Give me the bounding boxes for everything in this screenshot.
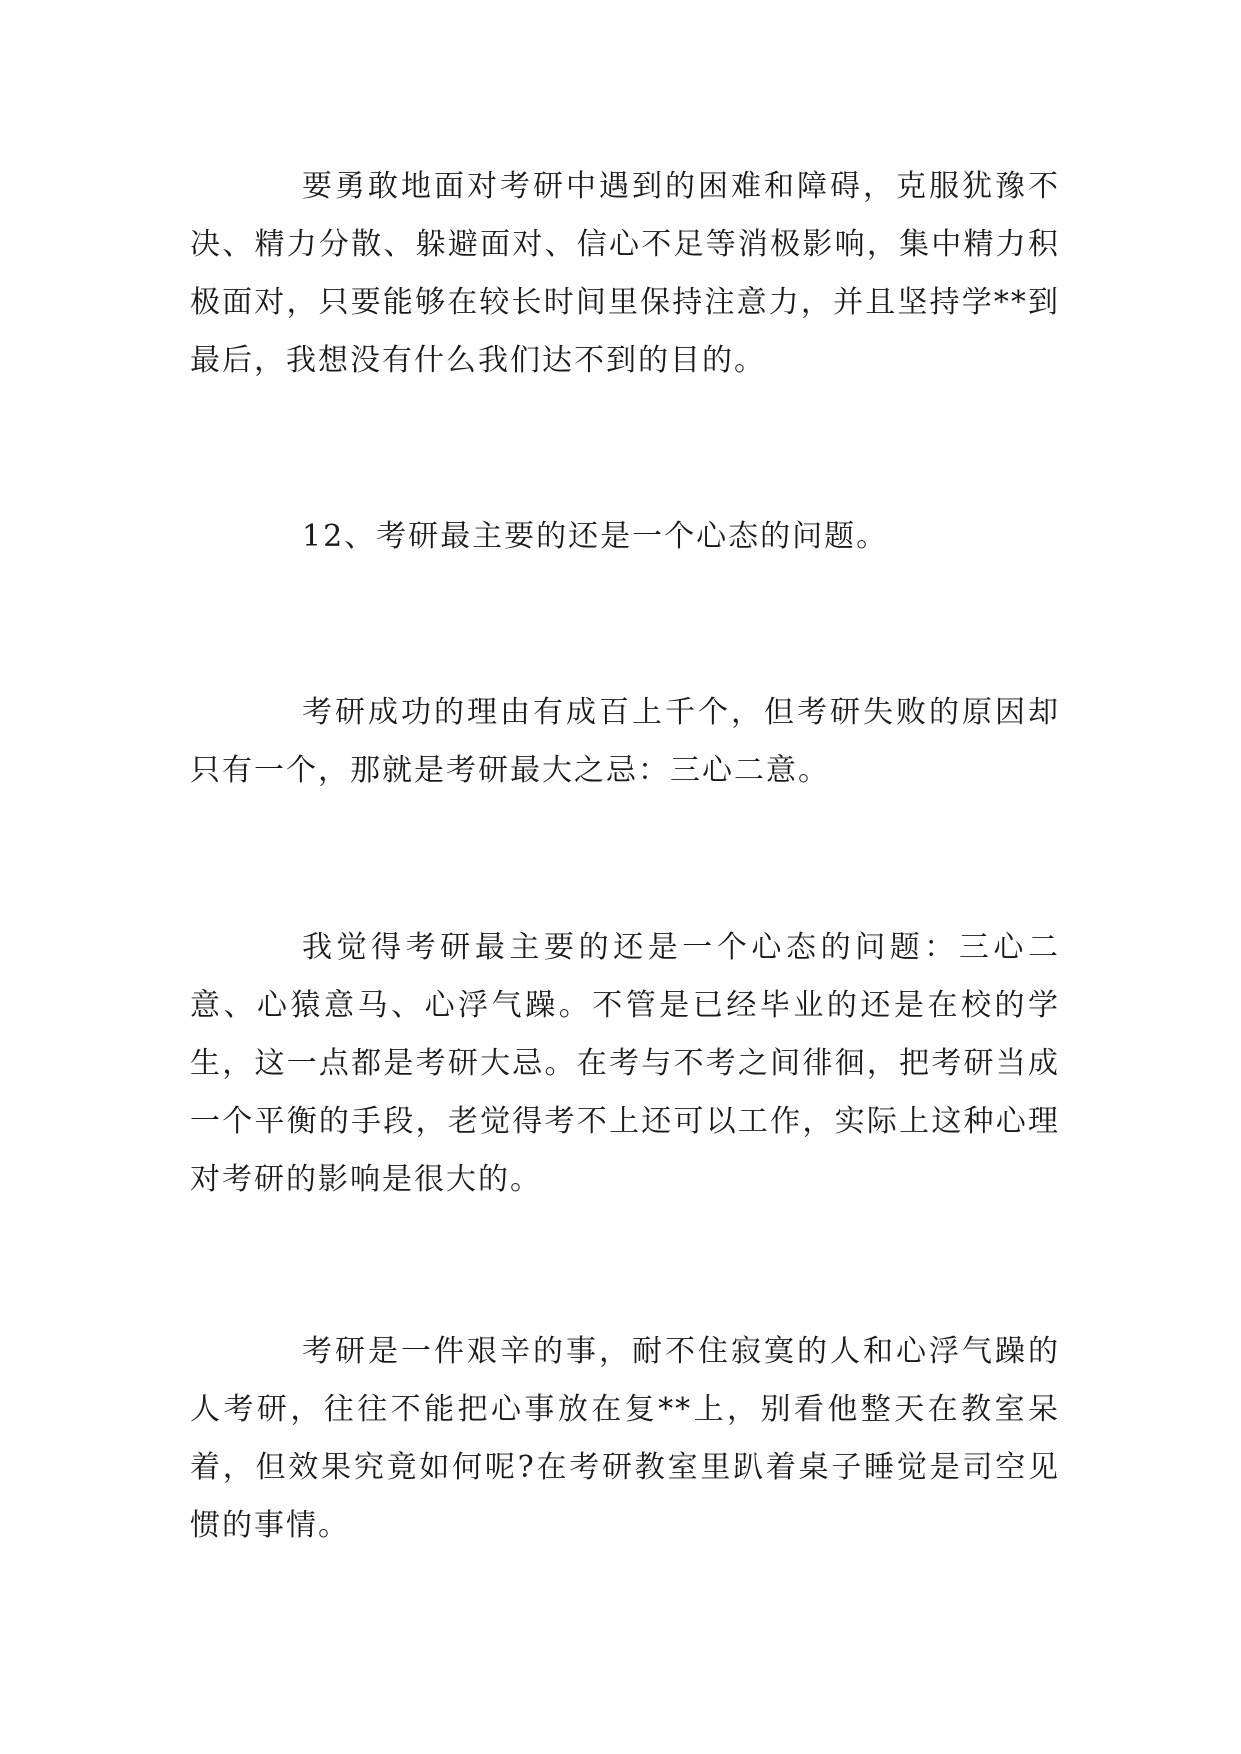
paragraph-reason-for-failure: 考研成功的理由有成百上千个，但考研失败的原因却只有一个，那就是考研最大之忌：三心二意。 — [190, 695, 1060, 788]
paragraph-hardship: 考研是一件艰辛的事，耐不住寂寞的人和心浮气躁的人考研，往往不能把心事放在复**上，别看他整天在教室呆着，但效果究竟如何呢?在考研教室里趴着桌子睡觉是司空见惯的事情。 — [190, 1334, 1060, 1543]
paragraph-mindset-problem: 我觉得考研最主要的还是一个心态的问题：三心二意、心猿意马、心浮气躁。不管是已经毕业的还是在校的学生，这一点都是考研大忌。在考与不考之间徘徊，把考研当成一个平衡的手段，老觉得考不上还可以工作，实际上这种心理对考研的影响是很大的。 — [190, 930, 1060, 1197]
paragraph-heading-12: 12、考研最主要的还是一个心态的问题。 — [302, 519, 889, 554]
paragraph-face-difficulties: 要勇敢地面对考研中遇到的困难和障碍，克服犹豫不决、精力分散、躲避面对、信心不足等消极影响，集中精力积极面对，只要能够在较长时间里保持注意力，并且坚持学**到最后，我想没有什么我们达不到的目的。 — [190, 169, 1060, 378]
